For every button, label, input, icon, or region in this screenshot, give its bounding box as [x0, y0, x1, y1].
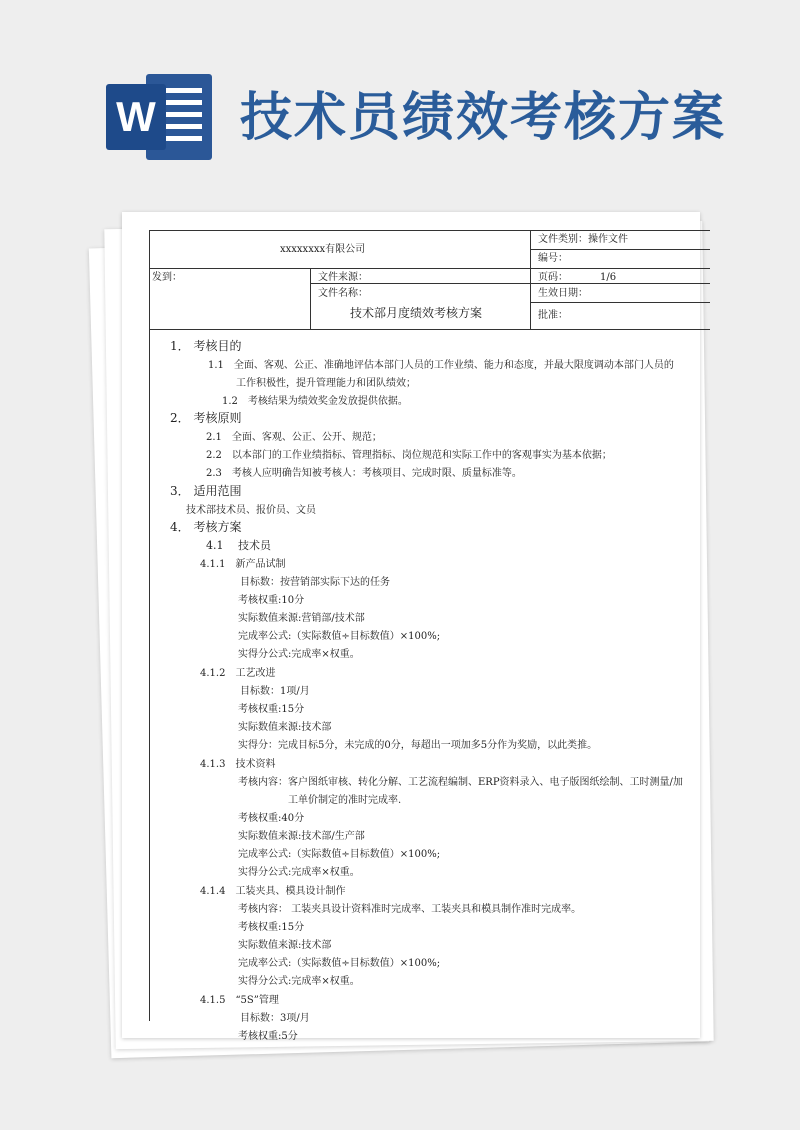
body-line: 2.1 全面、客观、公正、公开、规范； [206, 432, 382, 443]
section-heading: 4． 考核方案 [170, 520, 242, 534]
body-line: 考核内容：客户图纸审核、转化分解、工艺流程编制、ERP资料录入、电子版图纸绘制、工时测量/加 [238, 777, 683, 788]
section-heading: 3． 适用范围 [170, 484, 242, 498]
item-heading: 4.1.5 “5S”管理 [200, 995, 279, 1006]
section-heading: 2． 考核原则 [170, 411, 242, 425]
body-line: 1.2 考核结果为绩效奖金发放提供依据。 [222, 396, 408, 407]
item-heading: 4.1.2 工艺改进 [200, 668, 276, 679]
word-document-icon [106, 72, 214, 162]
item-heading: 4.1.1 新产品试制 [200, 559, 286, 570]
body-line: 工作积极性，提升管理能力和团队绩效； [236, 378, 416, 389]
item-heading: 4.1.3 技术资料 [200, 759, 276, 770]
doc-number: 编号： [538, 253, 568, 264]
body-line: 考核权重:15分 [238, 704, 305, 715]
body-line: 实得分：完成目标5分，未完成的0分，每超出一项加多5分作为奖励，以此类推。 [238, 740, 598, 751]
page-label: 页码： [538, 272, 568, 283]
body-line: 考核内容： 工装夹具设计资料准时完成率、工装夹具和模具制作准时完成率。 [238, 904, 582, 915]
body-line: 实得分公式:完成率×权重。 [238, 867, 360, 878]
send-to-label: 发到： [152, 272, 182, 283]
sub-heading: 4.1 技术员 [206, 539, 271, 552]
body-line: 2.2 以本部门的工作业绩指标、管理指标、岗位规范和实际工作中的客观事实为基本依据； [206, 450, 612, 461]
banner-title: 技术员绩效考核方案 [240, 88, 727, 148]
body-line: 完成率公式:（实际数值÷目标数值）×100%; [238, 631, 441, 642]
doc-name-value: 技术部月度绩效考核方案 [350, 306, 483, 320]
body-line: 考核权重:10分 [238, 595, 305, 606]
body-line: 目标数：3项/月 [240, 1013, 310, 1024]
item-heading: 4.1.4 工装夹具、模具设计制作 [200, 886, 346, 897]
doc-name-label: 文件名称： [318, 288, 368, 299]
doc-category: 文件类别：操作文件 [538, 234, 628, 245]
body-line: 工单价制定的准时完成率. [288, 795, 402, 806]
body-line: 实际数值来源:技术部/生产部 [238, 831, 365, 842]
body-line: 2.3 考核人应明确告知被考核人：考核项目、完成时限、质量标准等。 [206, 468, 522, 479]
company-name: xxxxxxxx有限公司 [280, 244, 366, 255]
body-line: 目标数：按营销部实际下达的任务 [240, 577, 390, 588]
body-line: 实际数值来源:技术部 [238, 722, 332, 733]
approve-label: 批准： [538, 310, 568, 321]
effective-date-label: 生效日期： [538, 288, 588, 299]
body-line: 完成率公式:（实际数值÷目标数值）×100%; [238, 849, 441, 860]
word-icon-letter: W [116, 93, 156, 140]
document-frame [149, 230, 710, 1042]
page-value: 1/6 [600, 272, 617, 283]
document-page [122, 212, 700, 1042]
body-line: 实得分公式:完成率×权重。 [238, 649, 360, 660]
body-line: 实际数值来源:技术部 [238, 940, 332, 951]
source-label: 文件来源： [318, 272, 368, 283]
body-line: 考核权重:40分 [238, 813, 305, 824]
body-line: 实得分公式:完成率×权重。 [238, 976, 360, 987]
body-line: 考核权重:5分 [238, 1031, 298, 1042]
body-line: 目标数：1项/月 [240, 686, 310, 697]
body-line: 技术部技术员、报价员、文员 [186, 505, 316, 516]
body-line: 1.1 全面、客观、公正、准确地评估本部门人员的工作业绩、能力和态度，并最大限度调动本部门人员的 [208, 360, 674, 371]
document-header-table [150, 231, 710, 330]
body-line: 实际数值来源:营销部/技术部 [238, 613, 365, 624]
body-line: 完成率公式:（实际数值÷目标数值）×100%; [238, 958, 441, 969]
body-line: 考核权重:15分 [238, 922, 305, 933]
section-heading: 1． 考核目的 [170, 339, 242, 353]
